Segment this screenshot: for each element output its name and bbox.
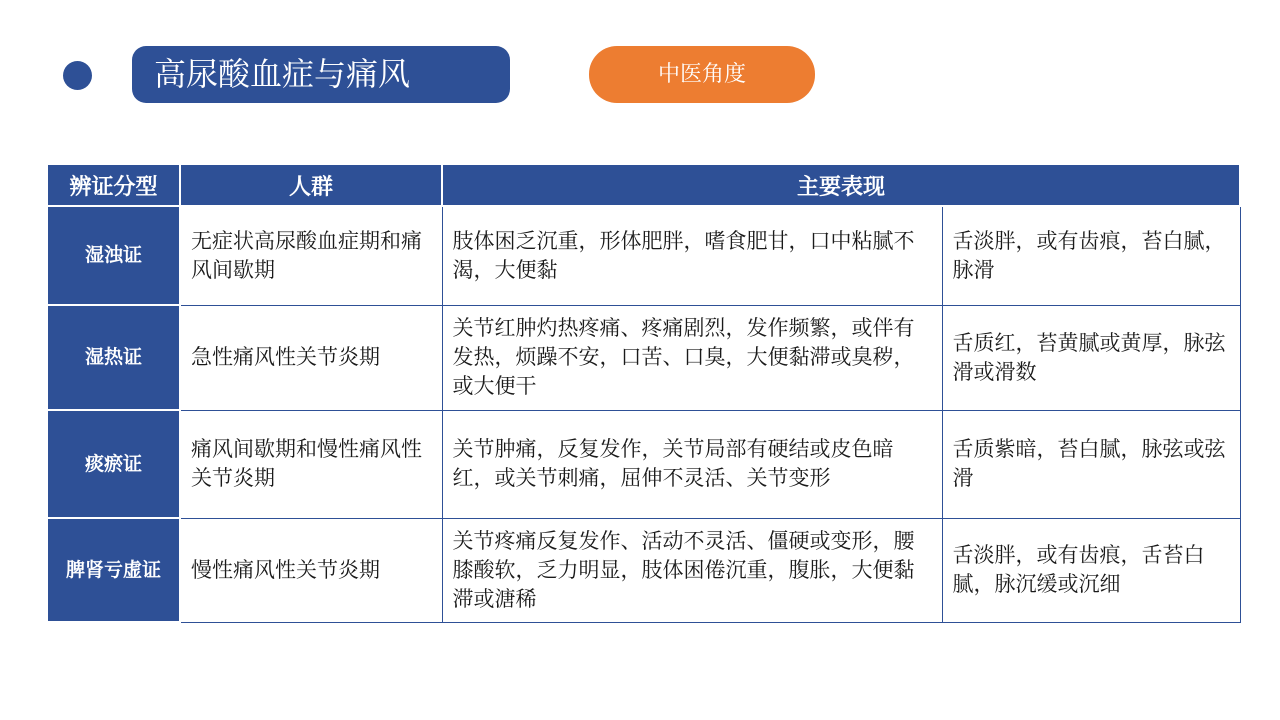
population-cell: 痛风间歇期和慢性痛风性关节炎期 <box>180 410 442 518</box>
table-row <box>47 518 1240 622</box>
symptoms-cell: 关节肿痛，反复发作，关节局部有硬结或皮色暗红，或关节刺痛，屈伸不灵活、关节变形 <box>442 410 942 518</box>
syndrome-type-cell: 湿浊证 <box>47 206 180 305</box>
table-header-row <box>47 164 1240 206</box>
population-cell: 慢性痛风性关节炎期 <box>180 518 442 622</box>
tongue-pulse-cell: 舌质紫暗，苔白腻，脉弦或弦滑 <box>942 410 1240 518</box>
syndrome-table <box>46 163 1241 623</box>
syndrome-type-cell: 痰瘀证 <box>47 410 180 518</box>
header-population: 人群 <box>180 164 442 206</box>
tongue-pulse-cell: 舌质红，苔黄腻或黄厚，脉弦滑或滑数 <box>942 305 1240 410</box>
perspective-tag: 中医角度 <box>589 46 815 103</box>
syndrome-type-cell: 脾肾亏虚证 <box>47 518 180 622</box>
header-main-manifestations: 主要表现 <box>442 164 1240 206</box>
population-cell: 急性痛风性关节炎期 <box>180 305 442 410</box>
symptoms-cell: 关节疼痛反复发作、活动不灵活、僵硬或变形，腰膝酸软，乏力明显，肢体困倦沉重，腹胀，大便黏滞或溏稀 <box>442 518 942 622</box>
table-row <box>47 305 1240 410</box>
table-row <box>47 410 1240 518</box>
symptoms-cell: 关节红肿灼热疼痛、疼痛剧烈，发作频繁，或伴有发热，烦躁不安，口苦、口臭，大便黏滞或臭秽，或大便干 <box>442 305 942 410</box>
bullet-dot <box>63 61 92 90</box>
population-cell: 无症状高尿酸血症期和痛风间歇期 <box>180 206 442 305</box>
page-title: 高尿酸血症与痛风 <box>132 46 510 103</box>
syndrome-type-cell: 湿热证 <box>47 305 180 410</box>
symptoms-cell: 肢体困乏沉重，形体肥胖，嗜食肥甘，口中粘腻不渴，大便黏 <box>442 206 942 305</box>
header-syndrome-type: 辨证分型 <box>47 164 180 206</box>
tongue-pulse-cell: 舌淡胖，或有齿痕，苔白腻，脉滑 <box>942 206 1240 305</box>
tongue-pulse-cell: 舌淡胖，或有齿痕，舌苔白腻，脉沉缓或沉细 <box>942 518 1240 622</box>
table-row <box>47 206 1240 305</box>
